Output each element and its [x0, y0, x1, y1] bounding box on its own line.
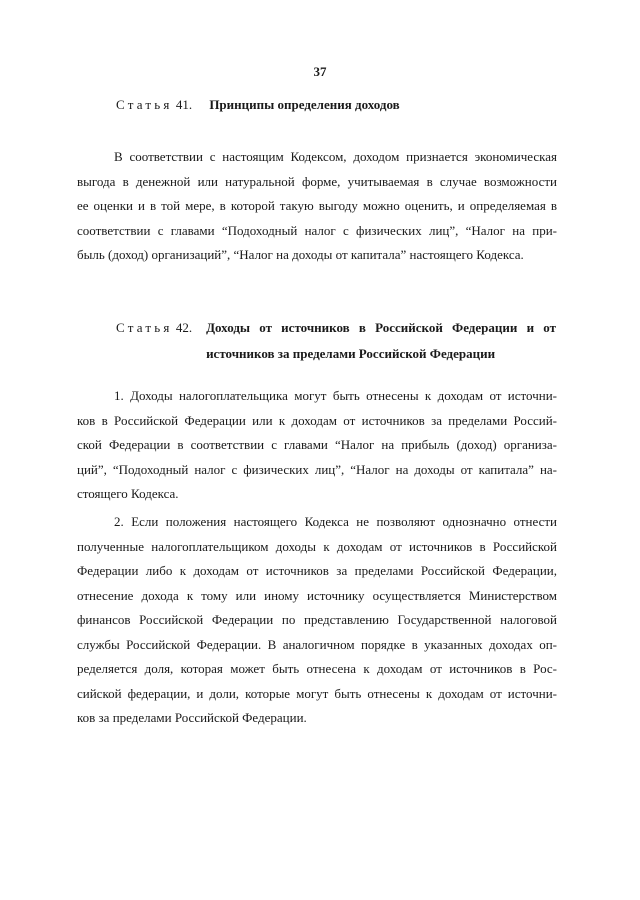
paragraph-line: полученные налогоплательщиком доходы к доходам от источников в Российской	[77, 538, 557, 554]
paragraph-line: финансов Российской Федерации по представлению Государственной налоговой	[77, 612, 557, 627]
article-41-heading	[116, 92, 576, 118]
paragraph-line: Федерации либо к доходам от источников за пределами Российской Федерации,	[77, 563, 557, 578]
article-42-title-line-2: источников за пределами Российской Федерации	[206, 346, 496, 361]
paragraph-line: выгода в денежной или натуральной форме, учитываемая в случае возможности	[77, 173, 557, 189]
paragraph-line: соответствии с главами “Подоходный налог с физических лиц”, “Налог на при-	[77, 222, 557, 238]
paragraph-line: В соответствии с настоящим Кодексом, доходом признается экономическая	[114, 149, 557, 164]
article-42-heading	[116, 315, 556, 367]
paragraph-line: ков за пределами Российской Федерации.	[77, 710, 307, 725]
paragraph-line: быль (доход) организаций”, “Налог на доходы от капитала” настоящего Кодекса.	[77, 247, 524, 262]
page-number: 37	[313, 64, 327, 79]
paragraph-line: службы Российской Федерации. В аналогичном порядке в указанных доходах оп-	[77, 636, 557, 652]
article-42-number: 42.	[175, 320, 193, 335]
article-42-label: Статья	[116, 320, 173, 335]
article-42-paragraph-2	[77, 510, 557, 731]
paragraph-line: 1. Доходы налогоплательщика могут быть отнесены к доходам от источни-	[114, 388, 557, 403]
paragraph-line: ций”, “Подоходный налог с физических лиц”, “Налог на доходы от капитала” на-	[77, 461, 557, 477]
article-42-paragraph-1	[77, 384, 557, 507]
article-41-label: Статья	[116, 97, 173, 112]
paragraph-line: 2. Если положения настоящего Кодекса не позволяют однозначно отнести	[114, 514, 557, 529]
paragraph-line: отнесение дохода к тому или иному источнику осуществляется Министерством	[77, 587, 557, 603]
paragraph-line: ее оценки и в той мере, в которой такую выгоду можно оценить, и определяемая в	[77, 198, 557, 213]
article-41-number: 41.	[175, 97, 193, 112]
paragraph-line: ской Федерации в соответствии с главами “Налог на прибыль (доход) организа-	[77, 437, 557, 452]
paragraph-line: сийской федерации, и доли, которые могут быть отнесены к доходам от источни-	[77, 685, 557, 701]
paragraph-line: ределяется доля, которая может быть отнесена к доходам от источников в Рос-	[77, 661, 557, 676]
article-42-title-line-1: Доходы от источников в Российской Федерации и от	[206, 320, 556, 335]
paragraph-line: ков в Российской Федерации или к доходам от источников за пределами Россий-	[77, 412, 557, 428]
article-41-title: Принципы определения доходов	[209, 97, 400, 112]
article-41-paragraph	[77, 145, 557, 268]
paragraph-line: стоящего Кодекса.	[77, 486, 179, 501]
